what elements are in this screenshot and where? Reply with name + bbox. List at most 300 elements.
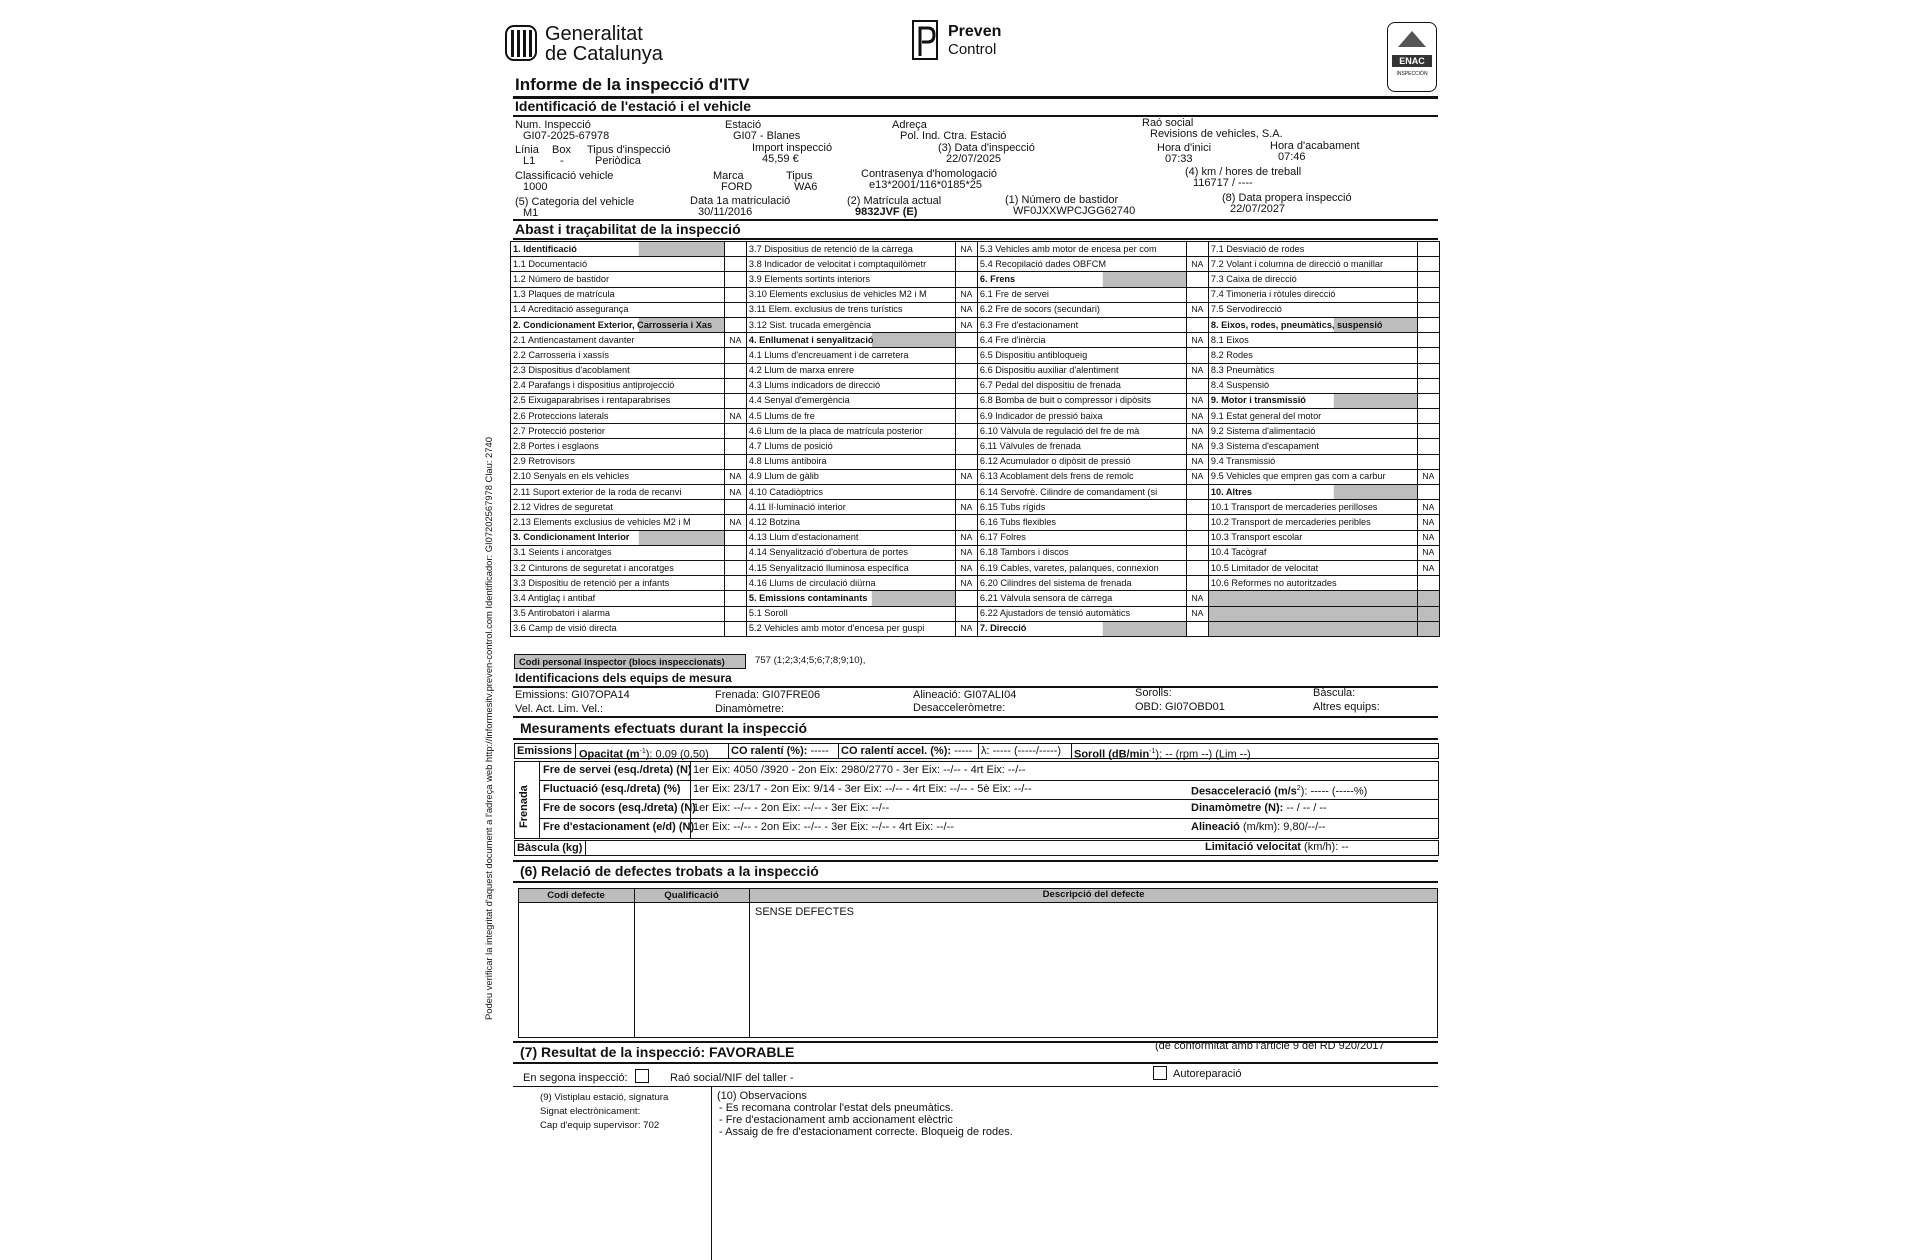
abast-na [724,500,746,515]
abast-item: 4.5 Llums de fre [746,409,955,424]
desacceleracio-label: Desacceleració (m/s [1191,785,1297,798]
tipus-value: Periòdica [595,155,641,167]
abast-item: 2.13 Elements exclusius de vehicles M2 i M [511,515,725,530]
equip-sorolls: Sorolls: [1135,687,1172,699]
abast-na: NA [955,302,977,317]
abast-item: 6.1 Fre de servei [977,287,1186,302]
contra-label: Contrasenya d'homologació [861,168,998,180]
col-descripcio: Descripció del defecte [1042,889,1145,900]
abast-na [1417,333,1439,348]
abast-row [511,545,1440,560]
abast-item: 6.20 Cilindres del sistema de frenada [977,576,1186,591]
resultat-norm: (de conformitat amb l'article 9 del RD 920/2017 [1155,1040,1385,1052]
abast-item: 6.2 Fre de socors (secundari) [977,302,1186,317]
abast-item: 4.4 Senyal d'emergència [746,393,955,408]
abast-na [1186,242,1208,257]
abast-item: 3.3 Dispositiu de retenció per a infants [511,576,725,591]
abast-na [724,621,746,636]
abast-row [511,621,1440,636]
abast-item: 6.12 Acumulador o dipòsit de pressió [977,454,1186,469]
abast-na: NA [1417,560,1439,575]
hora-inici-label: Hora d'inici [1157,142,1212,154]
abast-na [1417,409,1439,424]
soroll-value: ): -- (rpm --) (Lim --) [1155,748,1251,761]
abast-na [1417,621,1439,636]
abast-item: 10.1 Transport de mercaderies perilloses [1208,500,1417,515]
data-insp-value: 22/07/2025 [946,153,1002,165]
abast-na [1417,393,1439,408]
abast-na [1417,606,1439,621]
abast-na [955,378,977,393]
marca-label: Marca [713,170,744,182]
abast-item: 3.2 Cinturons de seguretat i ancoratges [511,560,725,575]
num-insp-value: GI07-2025-67978 [523,130,610,142]
abast-na [955,424,977,439]
preven-p-icon [912,20,942,62]
abast-na [724,530,746,545]
abast-na: NA [1186,591,1208,606]
defecte-value: SENSE DEFECTES [755,906,855,918]
bast-label: (1) Número de bastidor [1005,194,1119,206]
abast-row [511,454,1440,469]
abast-item: 7.1 Desviació de rodes [1208,242,1417,257]
abast-na [724,257,746,272]
box-label: Box [552,144,571,156]
abast-item: 4.6 Llum de la placa de matrícula posterior [746,424,955,439]
abast-item: 3.7 Dispositius de retenció de la càrrega [746,242,955,257]
abast-row [511,500,1440,515]
abast-na [955,606,977,621]
abast-na [1417,242,1439,257]
fre-estacionament-label: Fre d'estacionament (e/d) (N) [543,821,695,833]
abast-item: 3.6 Camp de visió directa [511,621,725,636]
abast-na [724,606,746,621]
abast-item: 2.1 Antiencastament davanter [511,333,725,348]
abast-item: 8. Eixos, rodes, pneumàtics, suspensió [1208,317,1417,332]
verification-side-text: Podeu verificar la integritat d'aquest document a l'adreça web http://informesitv.preven-control.com Identificador: GI07202567978 Clau: 2740 [483,437,494,1020]
abast-na: NA [1186,363,1208,378]
abast-na [724,317,746,332]
abast-row [511,378,1440,393]
abast-na [955,409,977,424]
abast-na: NA [724,515,746,530]
opacitat-label: Opacitat (m [579,748,640,761]
km-value: 116717 / ---- [1193,177,1253,189]
abast-item: 5.1 Soroll [746,606,955,621]
soroll-label: Soroll (dB/min [1074,748,1150,761]
abast-na [1186,515,1208,530]
abast-row [511,606,1440,621]
import-label: Import inspecció [752,142,833,154]
abast-na: NA [1186,606,1208,621]
abast-na: NA [1186,393,1208,408]
equip-dinamometre: Dinamòmetre: [715,703,785,715]
abast-item: 4.9 Llum de gàlib [746,469,955,484]
abast-item: 10. Altres [1208,485,1417,500]
abast-item: 6.8 Bomba de buit o compressor i dipòsits [977,393,1186,408]
abast-na [1417,302,1439,317]
abast-item: 6.22 Ajustadors de tensió automàtics [977,606,1186,621]
abast-na [1417,378,1439,393]
matr-label: (2) Matrícula actual [847,195,942,207]
equip-obd: OBD: GI07OBD01 [1135,701,1225,713]
observacio-1: - Es recomana controlar l'estat dels pneumàtics. [719,1102,954,1114]
abast-item: 2.8 Portes i esglaons [511,439,725,454]
equip-vel: Vel. Act. Lim. Vel.: [515,703,604,715]
abast-na: NA [955,469,977,484]
estacio-value: GI07 - Blanes [733,130,801,142]
segona-insp-label: En segona inspecció: [523,1072,628,1084]
abast-item: 3.4 Antiglaç i antibaf [511,591,725,606]
abast-na: NA [1186,409,1208,424]
abast-item: 4.12 Botzina [746,515,955,530]
abast-item: 9.2 Sistema d'alimentació [1208,424,1417,439]
abast-item: 4.1 Llums d'encreuament i de carretera [746,348,955,363]
abast-item [1208,591,1417,606]
abast-item: 2.4 Parafangs i dispositius antiprojecció [511,378,725,393]
abast-item: 8.2 Rodes [1208,348,1417,363]
abast-item: 2.6 Proteccions laterals [511,409,725,424]
observacio-3: - Assaig de fre d'estacionament correcte. Bloqueig de rodes. [719,1126,1013,1138]
generalitat-line1: Generalitat [545,23,643,45]
data1m-value: 30/11/2016 [698,206,753,218]
abast-na: NA [1417,515,1439,530]
abast-row [511,424,1440,439]
abast-na [955,485,977,500]
autoreparacio-checkbox[interactable] [1153,1066,1167,1080]
abast-item: 4.3 Llums indicadors de direcció [746,378,955,393]
abast-item: 2.9 Retrovisors [511,454,725,469]
abast-na: NA [955,530,977,545]
abast-na: NA [1186,257,1208,272]
abast-na: NA [1186,469,1208,484]
segona-insp-checkbox[interactable] [635,1069,649,1083]
abast-row [511,439,1440,454]
abast-item: 2.12 Vidres de seguretat [511,500,725,515]
equip-bascula: Bàscula: [1313,687,1356,699]
enac-label: ENAC [1392,55,1432,67]
frenada-label: Frenada [518,785,530,828]
col-codi-defecte: Codi defecte [547,890,605,901]
abast-na [1186,545,1208,560]
abast-na [1186,317,1208,332]
equips-section-title: Identificacions dels equips de mesura [515,671,732,685]
abast-row [511,409,1440,424]
abast-item: 5.2 Vehicles amb motor d'encesa per guspi [746,621,955,636]
limitacio-value: (km/h): -- [1300,841,1349,853]
abast-item: 6.10 Vàlvula de regulació del fre de mà [977,424,1186,439]
abast-na [724,454,746,469]
generalitat-emblem-icon [505,24,541,64]
rao-label: Raó social [1142,117,1194,129]
abast-na [1417,485,1439,500]
observacions-label: (10) Observacions [717,1090,807,1102]
abast-row [511,287,1440,302]
rao-taller-label: Raó social/NIF del taller [670,1072,787,1084]
dinamometre-label: Dinamòmetre (N): [1191,802,1284,814]
autoreparacio-label: Autoreparació [1173,1068,1242,1080]
inspection-report [483,20,1440,1260]
abast-item: 4.11 Il·luminació interior [746,500,955,515]
abast-item: 3.5 Antirobatori i alarma [511,606,725,621]
abast-row [511,363,1440,378]
abast-item: 4.8 Llums antiboira [746,454,955,469]
abast-item: 1. Identificació [511,242,725,257]
preven-line1: Preven [948,23,1002,40]
observacio-2: - Fre d'estacionament amb accionament elèctric [719,1114,953,1126]
abast-item: 2.5 Eixugaparabrises i rentaparabrises [511,393,725,408]
abast-row [511,348,1440,363]
abast-item: 6.9 Indicador de pressió baixa [977,409,1186,424]
abast-row [511,576,1440,591]
abast-na [1417,591,1439,606]
matr-value: 9832JVF (E) [855,206,918,218]
fluctuacio-value: 1er Eix: 23/17 - 2on Eix: 9/14 - 3er Eix: --/-- - 4rt Eix: --/-- - 5è Eix: --/-- [693,783,1032,795]
hora-acab-value: 07:46 [1278,151,1306,163]
abast-item: 6.6 Dispositiu auxiliar d'alentiment [977,363,1186,378]
rao-taller-value: - [789,1072,794,1084]
preven-line2: Control [948,41,997,58]
coa-label: CO ralentí accel. (%): [841,745,952,757]
abast-row [511,591,1440,606]
abast-na [955,348,977,363]
abast-item: 9.4 Transmissió [1208,454,1417,469]
abast-item: 7.2 Volant i columna de direcció o manillar [1208,257,1417,272]
abast-row [511,242,1440,257]
equip-alineacio: Alineació: GI07ALI04 [913,689,1017,701]
alineacio-value: (m/km): 9,80/--/-- [1239,821,1326,833]
abast-item: 5.4 Recopilació dades OBFCM [977,257,1186,272]
vistiplau-title: (9) Vistiplau estació, signatura [540,1092,669,1103]
abast-na: NA [955,545,977,560]
abast-item: 6. Frens [977,272,1186,287]
abast-item: 7.4 Timoneria i ròtules direcció [1208,287,1417,302]
abast-row [511,530,1440,545]
abast-na [724,560,746,575]
resultat-section-title: (7) Resultat de la inspecció: FAVORABLE [520,1044,795,1060]
abast-item: 4.10 Catadiòptrics [746,485,955,500]
abast-item: 8.3 Pneumàtics [1208,363,1417,378]
abast-item: 4.14 Senyalització d'obertura de portes [746,545,955,560]
data1m-label: Data 1a matriculació [690,195,791,207]
abast-na [1417,454,1439,469]
km-label: (4) km / hores de treball [1185,166,1302,178]
abast-item: 10.2 Transport de mercaderies peribles [1208,515,1417,530]
fre-socors-value: 1er Eix: --/-- - 2on Eix: --/-- - 3er Eix: --/-- [693,802,890,814]
prop-value: 22/07/2027 [1230,203,1286,215]
abast-item: 3.8 Indicador de velocitat i comptaquilòmetr [746,257,955,272]
abast-item: 1.2 Número de bastidor [511,272,725,287]
categ-label: (5) Categoria del vehicle [515,196,635,208]
abast-row [511,333,1440,348]
abast-item: 7. Direcció [977,621,1186,636]
abast-item: 8.4 Suspensió [1208,378,1417,393]
soroll-sup: -1 [1149,748,1156,755]
rao-value: Revisions de vehicles, S.A. [1150,128,1283,140]
abast-item: 4.7 Llums de posició [746,439,955,454]
preven-control-logo [912,20,1032,68]
abast-na: NA [1186,454,1208,469]
abast-na: NA [724,333,746,348]
abast-na: NA [724,469,746,484]
abast-na [724,378,746,393]
abast-row [511,302,1440,317]
abast-item: 6.16 Tubs flexibles [977,515,1186,530]
abast-na [1186,272,1208,287]
abast-na: NA [955,242,977,257]
co-value: ----- [807,745,829,757]
abast-na [955,393,977,408]
abast-na: NA [724,485,746,500]
defectes-table [518,888,1438,1038]
abast-na [1417,363,1439,378]
enac-sub: INSPECCIÓN [1396,71,1428,77]
generalitat-logo [505,22,695,68]
abast-na [955,272,977,287]
abast-item: 2.10 Senyals en els vehicles [511,469,725,484]
abast-na [955,333,977,348]
abast-item: 10.6 Reformes no autoritzades [1208,576,1417,591]
abast-na [1417,576,1439,591]
abast-na: NA [1186,424,1208,439]
enac-logo [1387,22,1437,92]
abast-na [1417,272,1439,287]
num-insp-label: Num. Inspecció [515,119,591,131]
abast-item: 3.10 Elements exclusius de vehicles M2 i M [746,287,955,302]
abast-na [1186,378,1208,393]
abast-na: NA [955,500,977,515]
abast-na: NA [1186,333,1208,348]
adreca-label: Adreça [892,119,927,131]
abast-item: 6.17 Folres [977,530,1186,545]
abast-na [1417,439,1439,454]
abast-item: 9.3 Sistema d'escapament [1208,439,1417,454]
abast-item: 3.1 Seients i ancoratges [511,545,725,560]
abast-item: 2.7 Protecció posterior [511,424,725,439]
equip-desaccelerometre: Desacceleròmetre: [913,702,1006,714]
hora-acab-label: Hora d'acabament [1270,140,1360,152]
abast-na: NA [1417,469,1439,484]
abast-na [724,591,746,606]
abast-row [511,485,1440,500]
abast-na: NA [955,621,977,636]
abast-item: 6.7 Pedal del dispositiu de frenada [977,378,1186,393]
mesur-section-title: Mesuraments efectuats durant la inspecció [520,720,808,736]
generalitat-line2: de Catalunya [545,43,663,65]
abast-item: 4.13 Llum d'estacionament [746,530,955,545]
abast-na [1186,500,1208,515]
codi-inspector-label-cell [514,654,746,669]
abast-item: 1.4 Acreditació assegurança [511,302,725,317]
abast-item: 6.18 Tambors i discos [977,545,1186,560]
abast-item: 3.12 Sist. trucada emergència [746,317,955,332]
adreca-value: Pol. Ind. Ctra. Estació [900,130,1007,142]
abast-row [511,469,1440,484]
opacitat-sup: -1 [639,748,646,755]
abast-na [955,363,977,378]
linia-value: L1 [523,155,536,167]
abast-na [955,454,977,469]
abast-item: 9.5 Vehicles que empren gas com a carbur [1208,469,1417,484]
report-title: Informe de la inspecció d'ITV [515,75,750,94]
abast-na [1186,348,1208,363]
classif-value: 1000 [523,181,548,193]
limitacio-label: Limitació velocitat [1205,841,1301,853]
tipus-label: Tipus d'inspecció [587,144,671,156]
abast-na [1417,348,1439,363]
abast-item: 5. Emissions contaminants [746,591,955,606]
abast-item: 3. Condicionament Interior [511,530,725,545]
abast-na [724,393,746,408]
abast-na [955,591,977,606]
linia-label: Línia [515,144,539,156]
bast-value: WF0JXXWPCJGG62740 [1013,205,1136,217]
fre-socors-label: Fre de socors (esq./dreta) (N) [543,802,696,814]
abast-na [724,439,746,454]
abast-item: 6.14 Servofrè. Cilindre de comandament (si [977,485,1186,500]
abast-na [724,242,746,257]
marca-value: FORD [721,181,753,193]
abast-item: 9. Motor i transmissió [1208,393,1417,408]
abast-item: 10.4 Tacògraf [1208,545,1417,560]
col-qualificacio: Qualificació [664,890,719,901]
abast-item: 1.1 Documentació [511,257,725,272]
abast-item: 6.21 Vàlvula sensora de càrrega [977,591,1186,606]
co-label: CO ralentí (%): [731,745,808,757]
contra-value: e13*2001/116*0185*25 [869,179,982,191]
abast-item: 7.5 Servodirecció [1208,302,1417,317]
abast-item: 6.13 Acoblament dels frens de remolc [977,469,1186,484]
abast-item: 6.5 Dispositiu antibloqueig [977,348,1186,363]
ident-section-title: Identificació de l'estació i el vehicle [515,98,751,114]
abast-na: NA [955,560,977,575]
categ-value: M1 [523,207,539,219]
coa-value: ----- [951,745,973,757]
vistiplau-signat: Signat electrònicament: [540,1106,641,1117]
emissions-label: Emissions [517,745,573,757]
abast-item: 7.3 Caixa de direcció [1208,272,1417,287]
abast-na: NA [1417,530,1439,545]
abast-item: 6.3 Fre d'estacionament [977,317,1186,332]
abast-row [511,317,1440,332]
abast-na [1186,530,1208,545]
abast-item: 10.5 Limitador de velocitat [1208,560,1417,575]
abast-item: 2. Condicionament Exterior, Carrosseria i Xas [511,317,725,332]
hora-inici-value: 07:33 [1165,153,1193,165]
alineacio-label: Alineació [1191,821,1240,833]
bascula-label: Bàscula (kg) [517,842,583,854]
equip-emissions: Emissions: GI07OPA14 [515,689,630,701]
enac-emblem-icon [1388,25,1436,55]
abast-na [1186,621,1208,636]
abast-item: 3.11 Elem. exclusius de trens turístics [746,302,955,317]
equip-altres: Altres equips: [1313,701,1380,713]
abast-item: 6.4 Fre d'inèrcia [977,333,1186,348]
abast-na [955,515,977,530]
fluctuacio-label: Fluctuació (esq./dreta) (%) [543,783,681,795]
opacitat-value: ): 0,09 (0,50) [645,748,709,761]
abast-row [511,272,1440,287]
vistiplau-supervisor: Cap d'equip supervisor: 702 [540,1120,660,1131]
abast-row [511,393,1440,408]
abast-item [1208,606,1417,621]
abast-na: NA [955,317,977,332]
estacio-label: Estació [725,119,762,131]
abast-row [511,560,1440,575]
equip-frenada: Frenada: GI07FRE06 [715,689,821,701]
abast-na [724,272,746,287]
abast-na: NA [1417,500,1439,515]
